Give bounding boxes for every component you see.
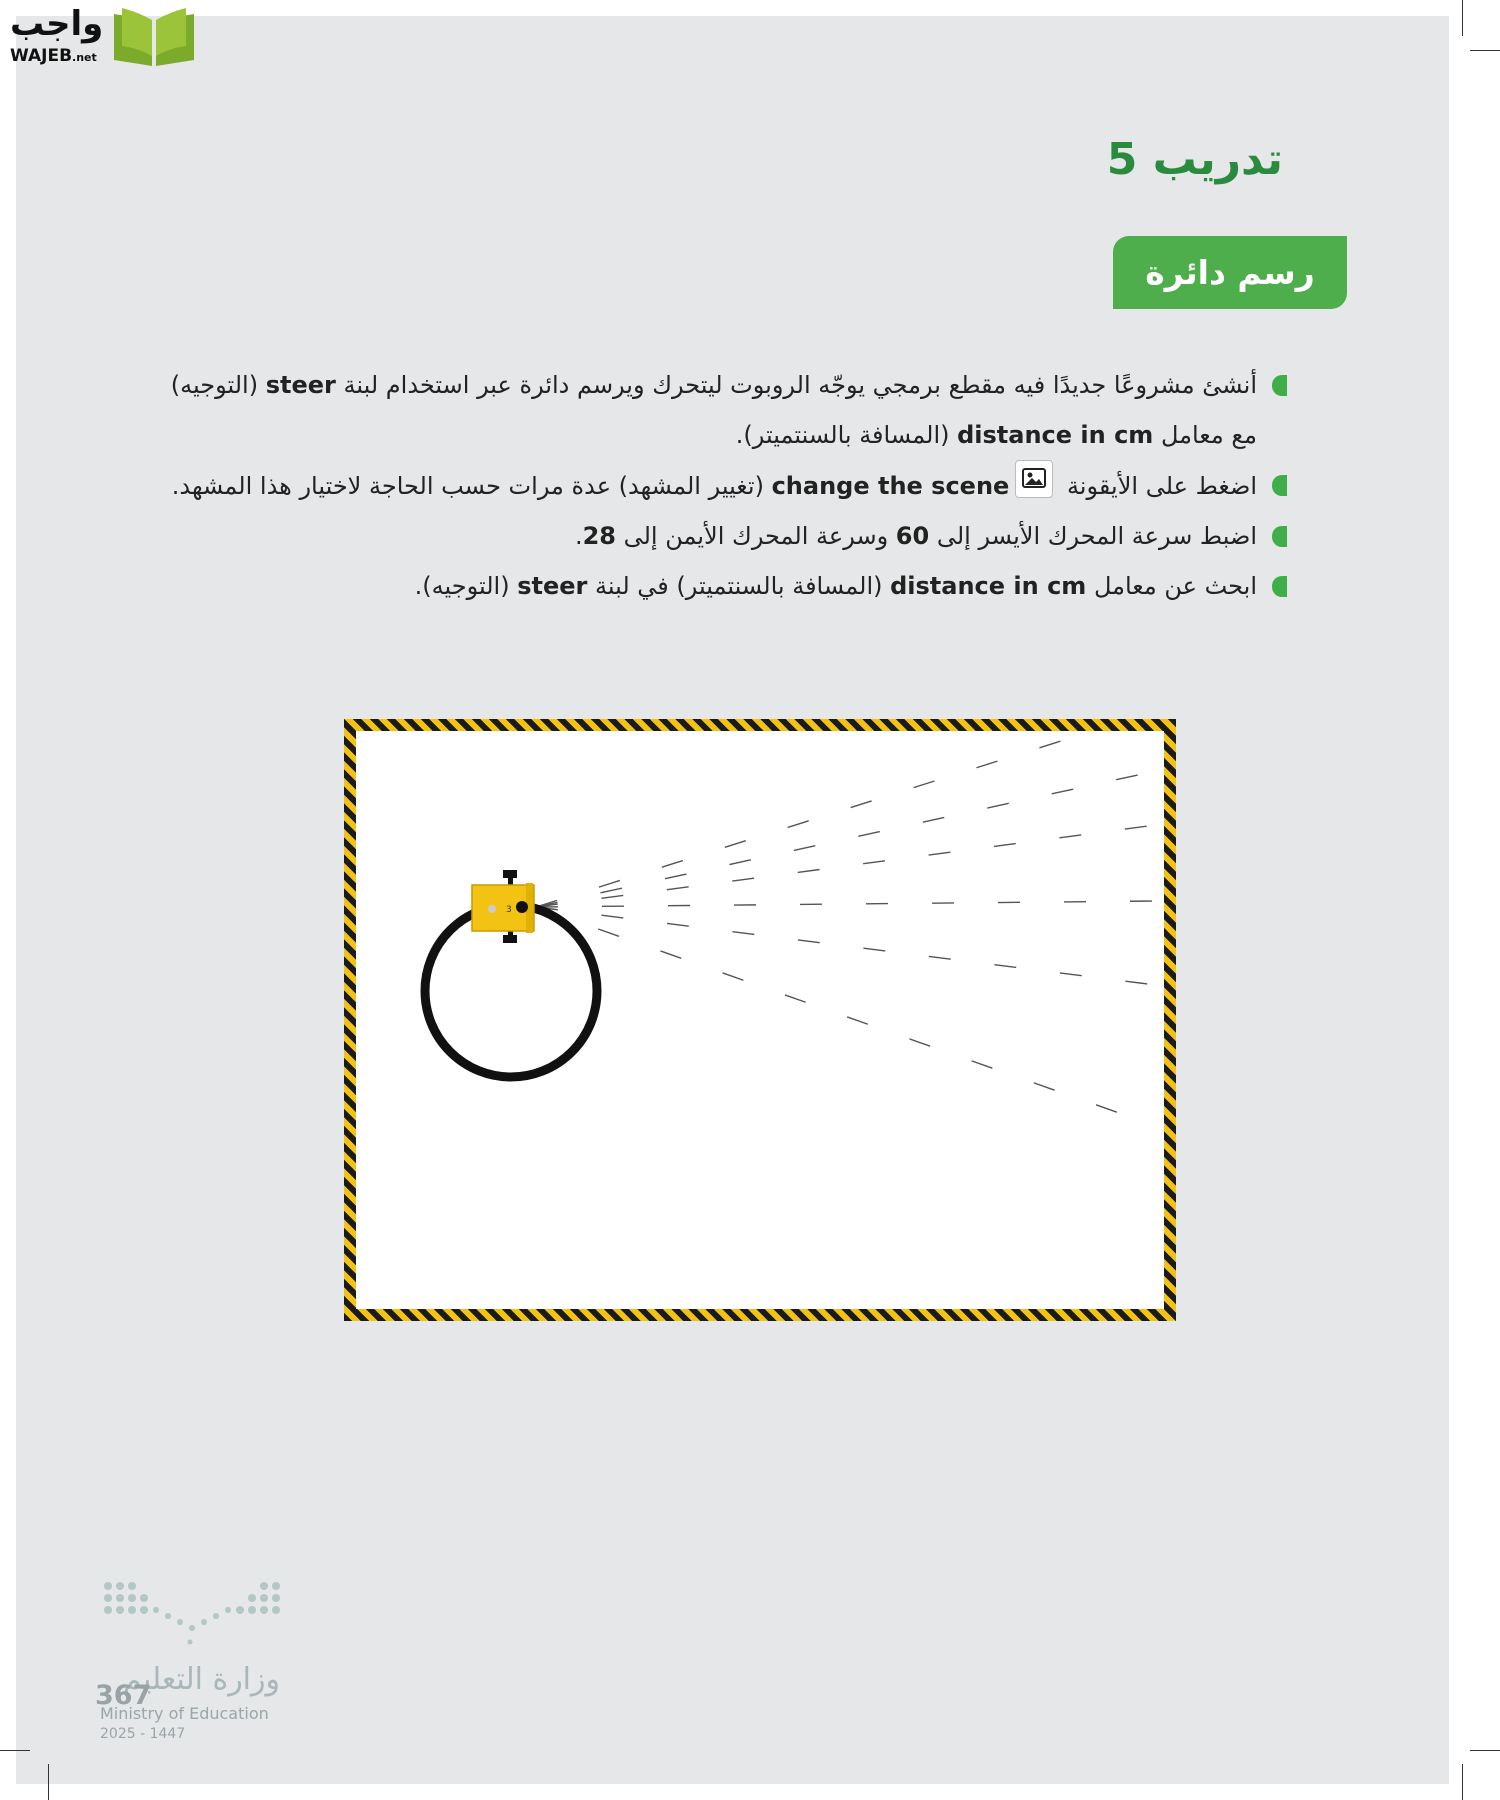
sensor-rays <box>536 731 1156 1126</box>
scene-drawing <box>356 731 1164 1309</box>
robot <box>472 870 534 943</box>
ministry-name-english: Ministry of Education <box>100 1704 269 1723</box>
wajeb-logo <box>8 4 188 68</box>
list-item: اضغط على الأيقونة change the scene (تغيير المشهد) عدة مرات حسب الحاجة لاختيار هذا المشهد. <box>139 460 1279 511</box>
list-item: اضبط سرعة المحرك الأيسر إلى 60 وسرعة المحرك الأيمن إلى 28. <box>139 511 1279 561</box>
instruction-list <box>139 360 1279 611</box>
list-item: ابحث عن معامل distance in cm (المسافة بالسنتميتر) في لبنة steer (التوجيه). <box>139 561 1279 611</box>
robot-label: 3 <box>506 905 512 915</box>
book-icon <box>112 6 196 68</box>
page <box>16 16 1449 1784</box>
crop-mark <box>1462 0 1463 36</box>
crop-mark <box>48 1764 49 1800</box>
crop-mark <box>1470 1750 1500 1751</box>
logo-text-latin: WAJEB.net <box>10 46 97 66</box>
ministry-year: 2025 - 1447 <box>100 1726 186 1742</box>
list-item: أنشئ مشروعًا جديدًا فيه مقطع برمجي يوجّه الروبوت ليتحرك ويرسم دائرة عبر استخدام لبنة steer (التوجيه) مع معامل distance in cm (المسافة بالسنتميتر). <box>139 360 1279 460</box>
ministry-dots-emblem <box>100 1576 290 1666</box>
crop-mark <box>1462 1764 1463 1800</box>
crop-mark <box>1470 50 1500 51</box>
logo-text-arabic: واجب <box>10 4 104 44</box>
image-icon <box>1015 460 1053 498</box>
ministry-name-arabic: وزارة التعليم <box>122 1662 280 1697</box>
page-title: تدريب 5 <box>1106 134 1283 185</box>
section-label: رسم دائرة <box>1113 236 1347 309</box>
page-number: 367 <box>95 1680 152 1711</box>
crop-mark <box>0 1750 30 1751</box>
robot-scene <box>344 719 1176 1321</box>
scene-canvas <box>356 731 1164 1309</box>
